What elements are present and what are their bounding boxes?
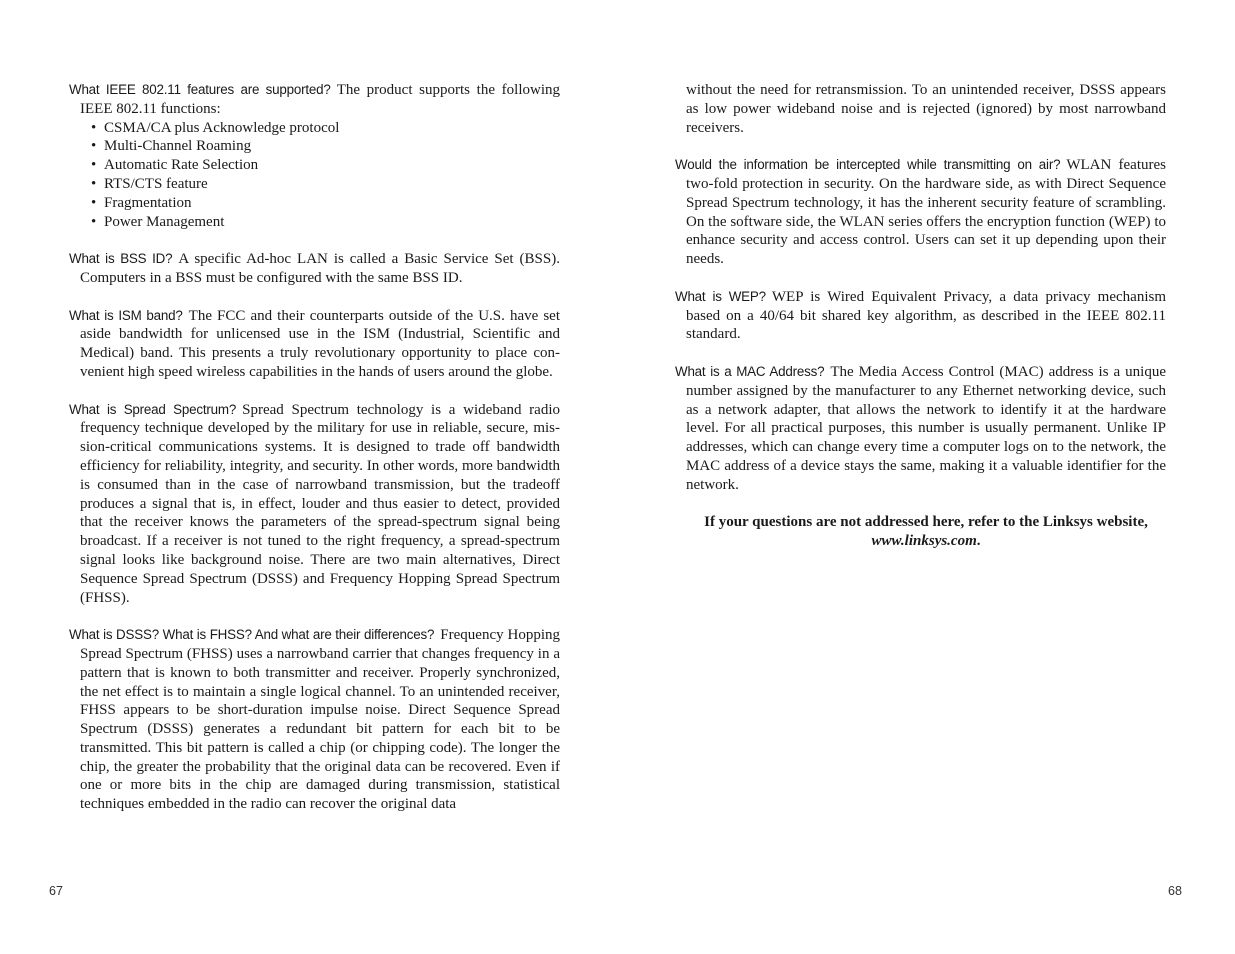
- faq-item-ism-band: [69, 307, 560, 382]
- faq-question: Would the information be intercepted while transmitting on air?: [675, 157, 1061, 173]
- faq-answer: Spread Spectrum technology is a wideband radio frequency technique developed by the military for use in reliable, secure, mission-critical communications systems. It is designed to trade off bandwidth efficiency for reliability, integrity, and security. In other words, more bandwidth is consumed than in the case of narrowband transmission, but the tradeoff produces a signal that is, in effect, louder and thus easier to detect, provided that the receiver knows the parameters of the spread-spectrum signal being broadcast. If a receiver is not tuned to the right frequency, a spread-spectrum signal looks like background noise. There are two main alternatives, Direct Sequence Spread Spectrum (DSSS) and Frequency Hopping Spread Spectrum (FHSS).: [80, 401, 561, 606]
- faq-question: What is WEP?: [675, 288, 766, 304]
- faq-item-interception: [675, 156, 1166, 269]
- faq-item-dsss-fhss: [69, 626, 560, 814]
- feature-list: [80, 119, 560, 232]
- right-column: [675, 81, 1166, 551]
- left-column: [69, 81, 560, 814]
- faq-question: What is a MAC Address?: [675, 363, 825, 379]
- list-item: • Power Management: [91, 213, 560, 232]
- page-number: 67: [49, 884, 63, 898]
- right-page: [617, 0, 1235, 954]
- faq-answer: Frequency Hopping Spread Spectrum (FHSS) uses a narrowband carrier that changes frequency in a pattern that is known to both transmitter and receiver. Properly synchronized, the net effect is to maintain a single logical channel. To an unintended receiver, FHSS appears to be short-duration impulse noise. Direct Sequence Spread Spectrum (DSSS) generates a redundant bit pattern for each bit to be transmitted. This bit pattern is called a chip (or chipping code). The longer the chip, the greater the probability that the original data can be recovered. Even if one or more bits in the chip are damaged during transmission, statistical techniques embedded in the radio can recover the original data: [80, 627, 561, 813]
- faq-item-mac-address: [675, 363, 1166, 495]
- closing-period: .: [976, 533, 981, 550]
- faq-answer: WLAN features two-fold protection in security. On the hardware side, as with Direct Sequence Spread Spectrum technology, it has the inherent security feature of scrambling. On the software side, the WLAN series offers the encryption function (WEP) to enhance security and access control. Users can set it up depending upon their needs.: [686, 157, 1166, 268]
- list-item: • Fragmentation: [91, 194, 560, 213]
- faq-question: What IEEE 802.11 features are supported?: [69, 82, 331, 97]
- list-item: • RTS/CTS feature: [91, 175, 560, 194]
- faq-question: What is ISM band?: [69, 307, 183, 323]
- faq-question: What is BSS ID?: [69, 251, 173, 267]
- faq-question: What is DSSS? What is FHSS? And what are their differences?: [69, 627, 435, 643]
- list-item: • Multi-Channel Roaming: [91, 137, 560, 156]
- website-link: www.linksys.com: [871, 533, 977, 550]
- faq-answer: The product supports the following IEEE 802.11 functions:: [80, 82, 561, 117]
- list-item: • Automatic Rate Selection: [91, 156, 560, 175]
- closing-text: If your questions are not addressed here, refer to the Linksys website,: [704, 514, 1148, 531]
- faq-item-ieee-features: [69, 81, 560, 231]
- closing-note: [675, 513, 1166, 551]
- faq-answer: The Media Access Control (MAC) address is a unique number assigned by the manufacturer to any Ethernet networking device, such as a network adapter, that allows the network to identify it at the hardware level. For all practical purposes, this number is usually permanent. Unlike IP addresses, which can change every time a computer logs on to the network, the MAC address of a device stays the same, making it a valuable identifier for the network.: [686, 363, 1166, 493]
- faq-answer: The FCC and their counterparts outside of the U.S. have set aside bandwidth for unlicensed use in the ISM (Industrial, Scientific and Medical) band. This presents a truly revolutionary opportunity to place convenient high speed wireless capabilities in the hands of users around the globe.: [80, 307, 560, 380]
- faq-question: What is Spread Spectrum?: [69, 401, 237, 417]
- faq-item-wep: [675, 288, 1166, 344]
- left-page: [0, 0, 617, 954]
- faq-answer-continuation: without the need for retransmission. To an unintended receiver, DSSS appears as low power wideband noise and is rejected (ignored) by most narrowband receivers.: [686, 82, 1166, 136]
- faq-answer: WEP is Wired Equivalent Privacy, a data privacy mechanism based on a 40/64 bit shared key algorithm, as described in the IEEE 802.11 standard.: [686, 288, 1166, 343]
- faq-answer: A specific Ad-hoc LAN is called a Basic Service Set (BSS). Computers in a BSS must be configured with the same BSS ID.: [80, 251, 560, 286]
- list-item: • CSMA/CA plus Acknowledge protocol: [91, 119, 560, 138]
- page-number: 68: [1168, 884, 1182, 898]
- faq-item-bss-id: [69, 250, 560, 288]
- faq-item-spread-spectrum: [69, 401, 560, 608]
